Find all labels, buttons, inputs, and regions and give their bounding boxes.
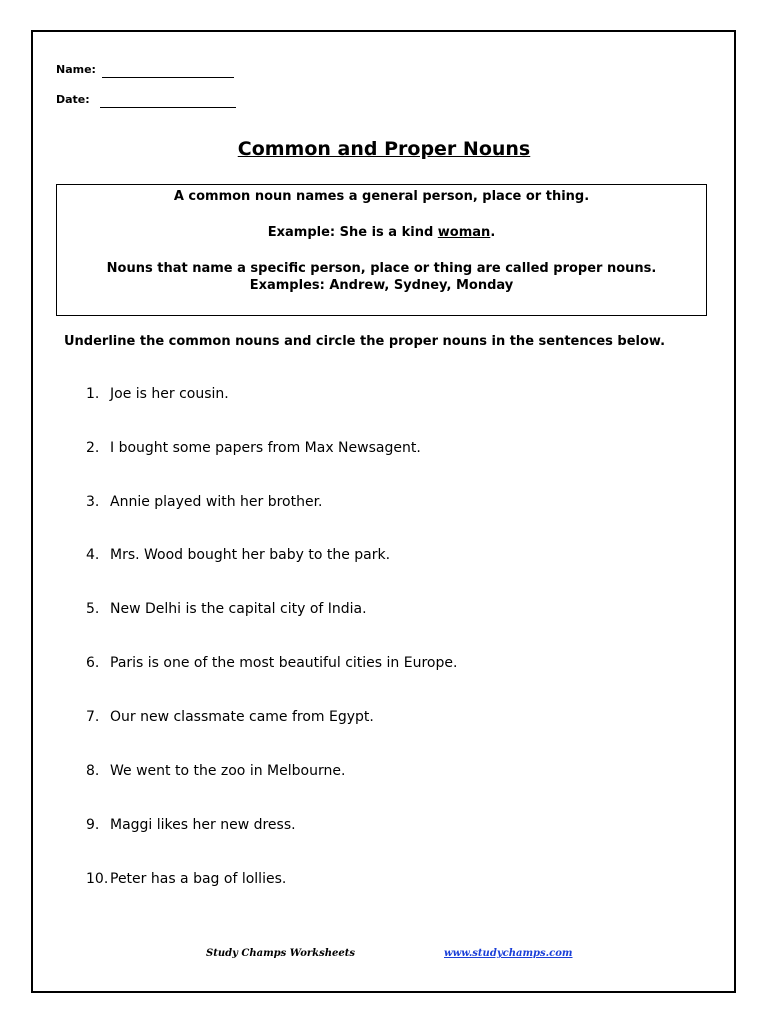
name-line bbox=[102, 77, 234, 78]
example-suffix: . bbox=[490, 225, 496, 240]
date-field bbox=[56, 93, 90, 106]
list-item bbox=[86, 601, 367, 617]
item-text: New Delhi is the capital city of India. bbox=[110, 601, 367, 617]
item-text: I bought some papers from Max Newsagent. bbox=[110, 440, 421, 456]
instruction: Underline the common nouns and circle the proper nouns in the sentences below. bbox=[64, 334, 666, 349]
example-line bbox=[57, 225, 706, 240]
list-item bbox=[86, 547, 390, 563]
proper-noun-definition: Nouns that name a specific person, place or thing are called proper nouns. bbox=[106, 261, 657, 276]
definition-box bbox=[56, 184, 707, 316]
proper-noun-examples: Examples: Andrew, Sydney, Monday bbox=[249, 278, 514, 293]
footer-link[interactable]: www.studychamps.com bbox=[444, 948, 573, 959]
item-number: 10. bbox=[86, 871, 109, 887]
item-number: 3. bbox=[86, 494, 100, 510]
item-text: Annie played with her brother. bbox=[110, 494, 323, 510]
item-number: 2. bbox=[86, 440, 100, 456]
list-item bbox=[86, 655, 457, 671]
list-item bbox=[86, 817, 296, 833]
page-border bbox=[31, 30, 736, 993]
item-text: Mrs. Wood bought her baby to the park. bbox=[110, 547, 391, 563]
item-number: 9. bbox=[86, 817, 100, 833]
item-text: We went to the zoo in Melbourne. bbox=[110, 763, 346, 779]
item-number: 8. bbox=[86, 763, 100, 779]
list-item bbox=[86, 763, 345, 779]
list-item bbox=[86, 494, 323, 510]
example-word: woman bbox=[437, 225, 491, 240]
footer-credit: Study Champs Worksheets bbox=[206, 948, 355, 959]
item-number: 6. bbox=[86, 655, 100, 671]
item-number: 5. bbox=[86, 601, 100, 617]
item-number: 4. bbox=[86, 547, 100, 563]
example-prefix: Example: She is a kind bbox=[267, 225, 438, 240]
item-number: 1. bbox=[86, 386, 100, 402]
list-item bbox=[86, 440, 421, 456]
item-text: Joe is her cousin. bbox=[110, 386, 229, 402]
list-item bbox=[86, 709, 374, 725]
item-text: Peter has a bag of lollies. bbox=[110, 871, 287, 887]
name-label: Name: bbox=[56, 63, 96, 76]
list-item bbox=[86, 386, 229, 402]
list-item bbox=[86, 871, 286, 887]
worksheet-title: Common and Proper Nouns bbox=[237, 138, 531, 160]
name-field bbox=[56, 63, 96, 76]
item-text: Paris is one of the most beautiful cities in Europe. bbox=[110, 655, 458, 671]
item-number: 7. bbox=[86, 709, 100, 725]
date-label: Date: bbox=[56, 93, 90, 106]
date-line bbox=[100, 107, 236, 108]
common-noun-definition: A common noun names a general person, place or thing. bbox=[173, 189, 590, 204]
item-text: Our new classmate came from Egypt. bbox=[110, 709, 374, 725]
item-text: Maggi likes her new dress. bbox=[110, 817, 296, 833]
